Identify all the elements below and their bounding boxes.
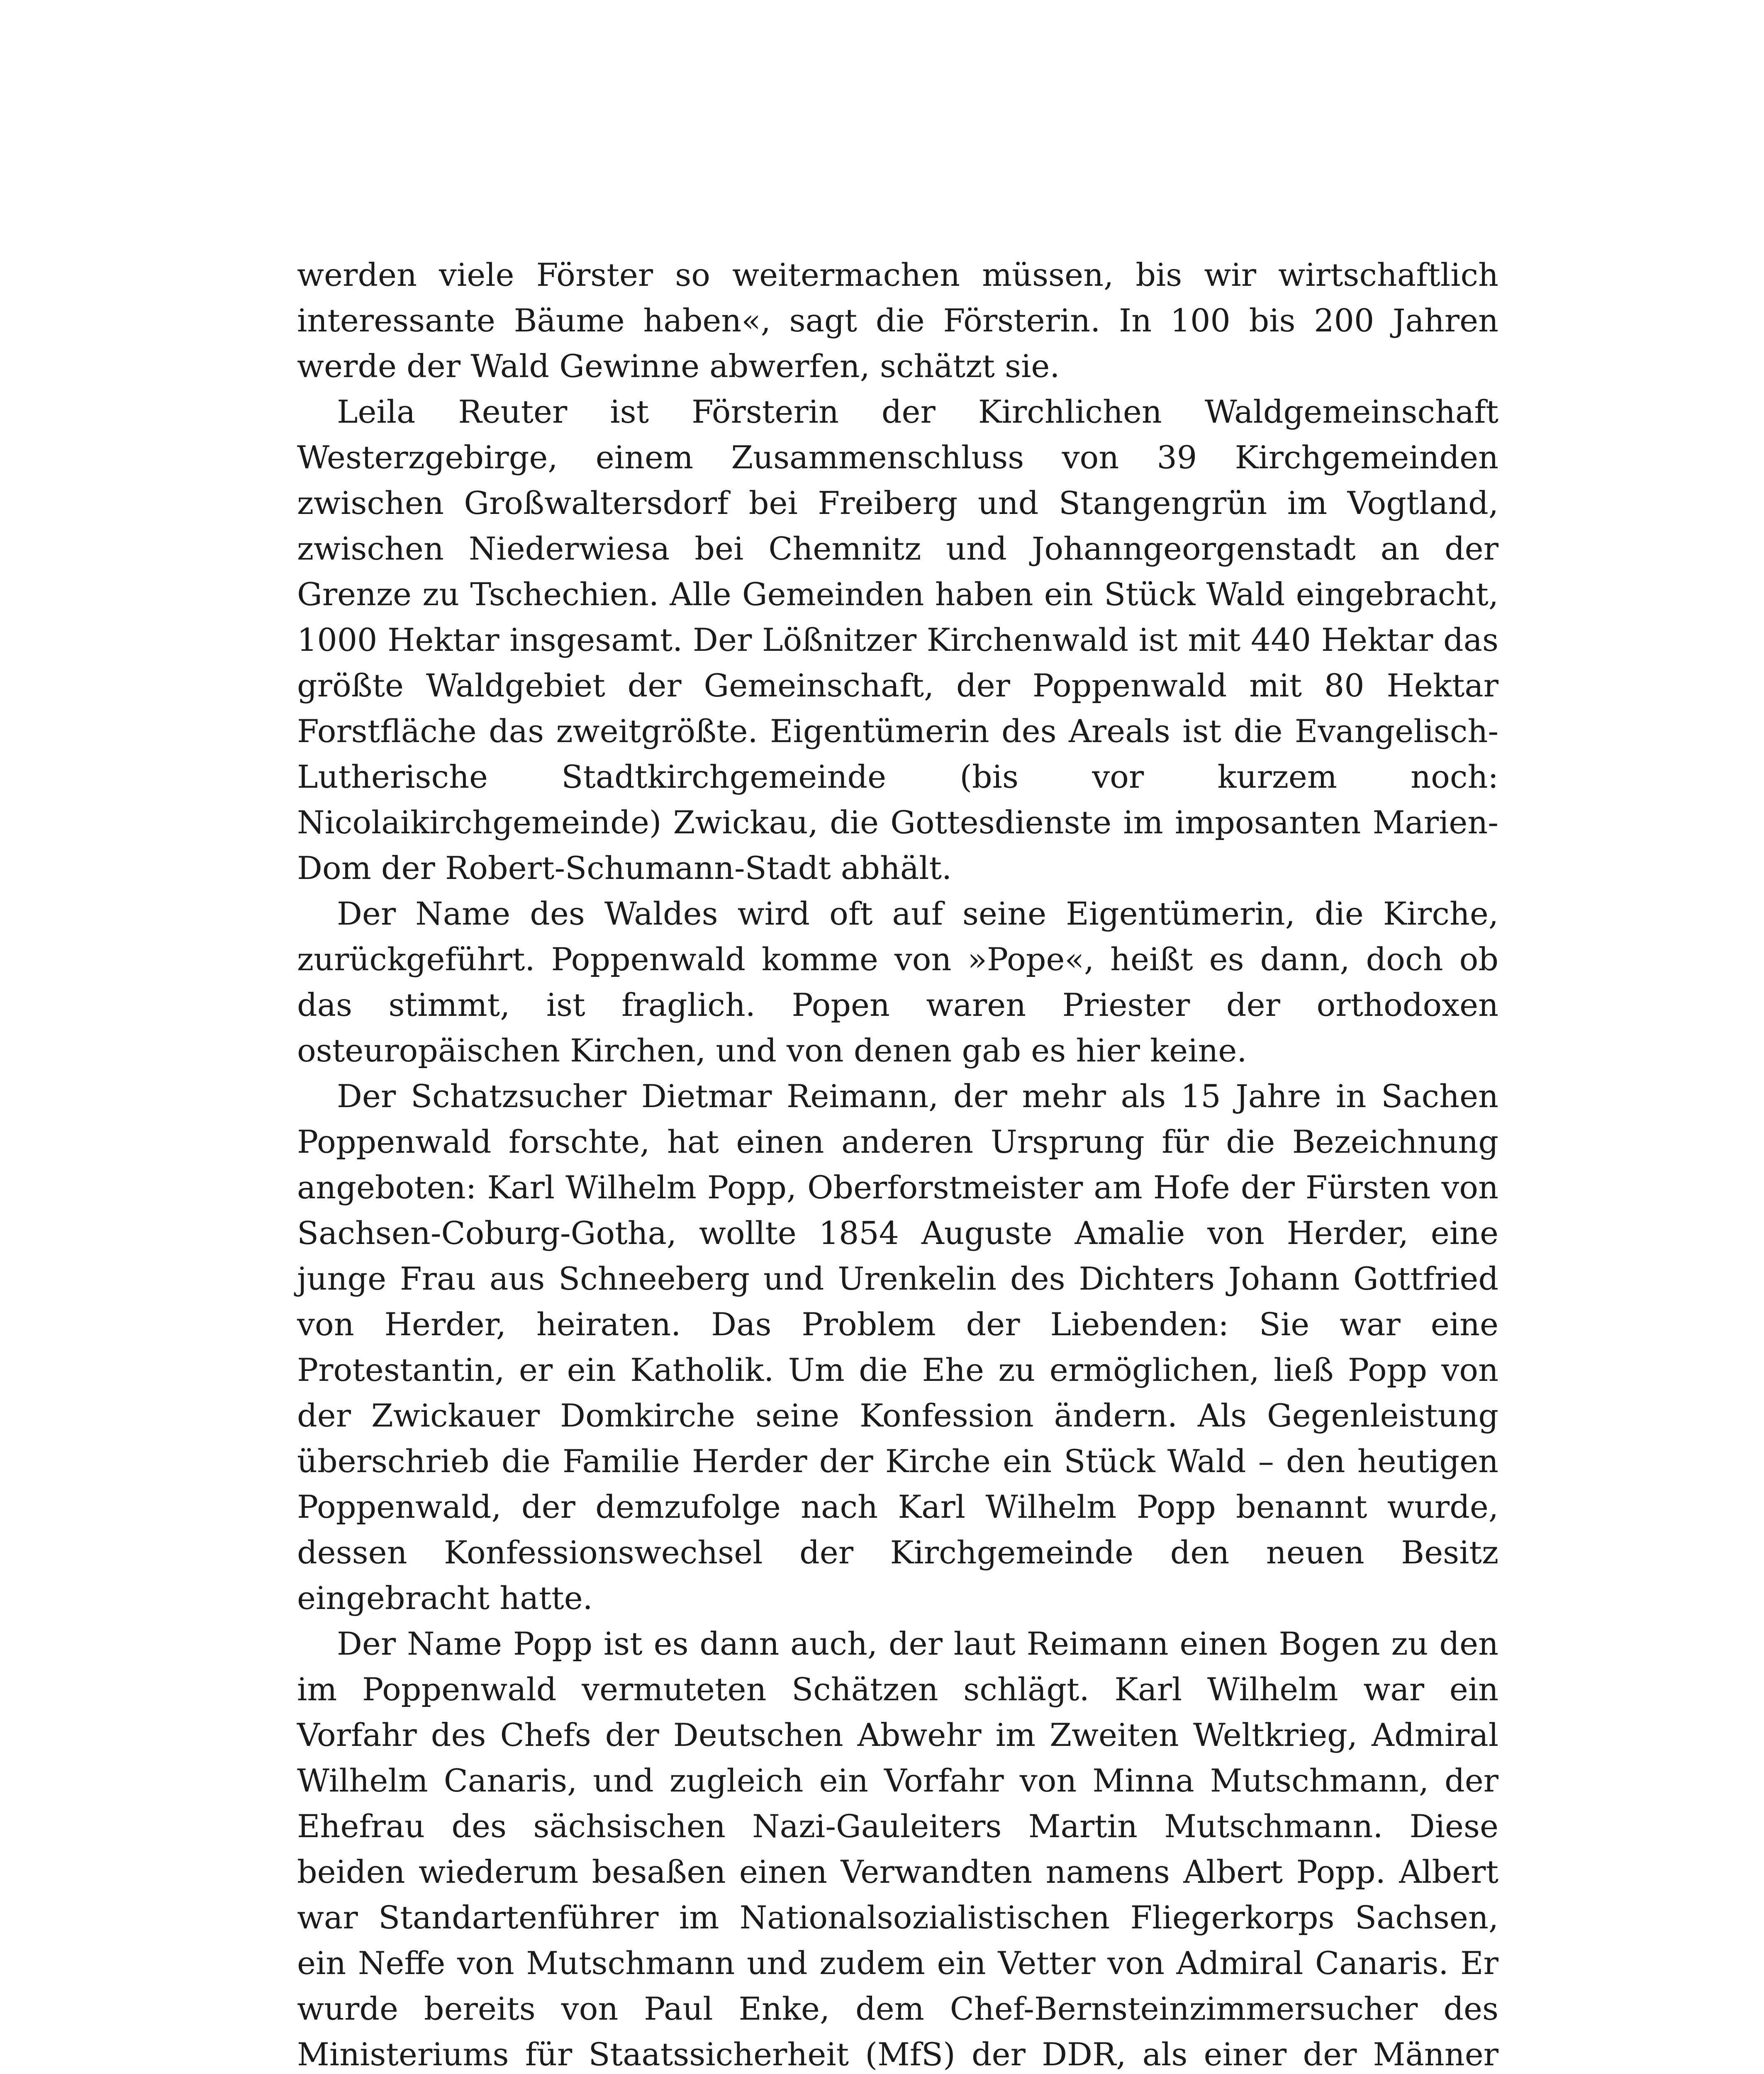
paragraph-continuation: werden viele Förster so weitermachen müssen, bis wir wirtschaftlich interessante Bäume haben«, sagt die Försterin. In 100 bis 200 Jahren werde der Wald Gewinne abwerfen, schätzt sie. (297, 256, 1498, 385)
paragraph-forester: Leila Reuter ist Försterin der Kirchlichen Waldgemeinschaft Westerzgebirge, einem Zusammenschluss von 39 Kirchgemeinden zwischen Großwaltersdorf bei Freiberg und Stangengrün im Vogtland, zwischen Niederwiesa bei Chemnitz und Johanngeorgenstadt an der Grenze zu Tschechien. Alle Gemeinden haben ein Stück Wald eingebracht, 1000 Hektar insgesamt. Der Lößnitzer Kirchenwald ist mit 440 Hektar das größte Waldgebiet der Gemeinschaft, der Poppenwald mit 80 Hektar Forstfläche das zweitgrößte. Eigentümerin des Areals ist die Evangelisch-Lutherische Stadtkirchgemeinde (bis vor kurzem noch: Nicolaikirchgemeinde) Zwickau, die Gottesdienste im imposanten Marien-Dom der Robert-Schumann-Stadt abhält. (297, 393, 1498, 886)
body-text (297, 252, 1498, 2074)
paragraph-name-origin: Der Name des Waldes wird oft auf seine Eigentümerin, die Kirche, zurückgeführt. Poppenwald komme von »Pope«, heißt es dann, doch ob das stimmt, ist fraglich. Popen waren Priester der orthodoxen osteuropäischen Kirchen, und von denen gab es hier keine. (297, 895, 1498, 1069)
paragraph-treasure-hunter: Der Schatzsucher Dietmar Reimann, der mehr als 15 Jahre in Sachen Poppenwald forschte, hat einen anderen Ursprung für die Bezeichnung angeboten: Karl Wilhelm Popp, Oberforstmeister am Hofe der Fürsten von Sachsen-Coburg-Gotha, wollte 1854 Auguste Amalie von Herder, eine junge Frau aus Schneeberg und Urenkelin des Dichters Johann Gottfried von Herder, heiraten. Das Problem der Liebenden: Sie war eine Protestantin, er ein Katholik. Um die Ehe zu ermöglichen, ließ Popp von der Zwickauer Domkirche seine Konfession ändern. Als Gegenleistung überschrieb die Familie Herder der Kirche ein Stück Wald – den heutigen Poppenwald, der demzufolge nach Karl Wilhelm Popp benannt wurde, dessen Konfessionswechsel der Kirchgemeinde den neuen Besitz eingebracht hatte. (297, 1078, 1498, 1616)
paragraph-popp-family: Der Name Popp ist es dann auch, der laut Reimann einen Bogen zu den im Poppenwald vermuteten Schätzen schlägt. Karl Wilhelm war ein Vorfahr des Chefs der Deutschen Abwehr im Zweiten Weltkrieg, Admiral Wilhelm Canaris, und zugleich ein Vorfahr von Minna Mutschmann, der Ehefrau des sächsischen Nazi-Gauleiters Martin Mutschmann. Diese beiden wiederum besaßen einen Verwandten namens Albert Popp. Albert war Standartenführer im Nationalsozialistischen Fliegerkorps Sachsen, ein Neffe von Mutschmann und zudem ein Vetter von Admiral Canaris. Er wurde bereits von Paul Enke, dem Chef-Bernsteinzimmersucher des Ministeriums für Staatssicherheit (MfS) der DDR, als einer der Männer (297, 1625, 1498, 2073)
